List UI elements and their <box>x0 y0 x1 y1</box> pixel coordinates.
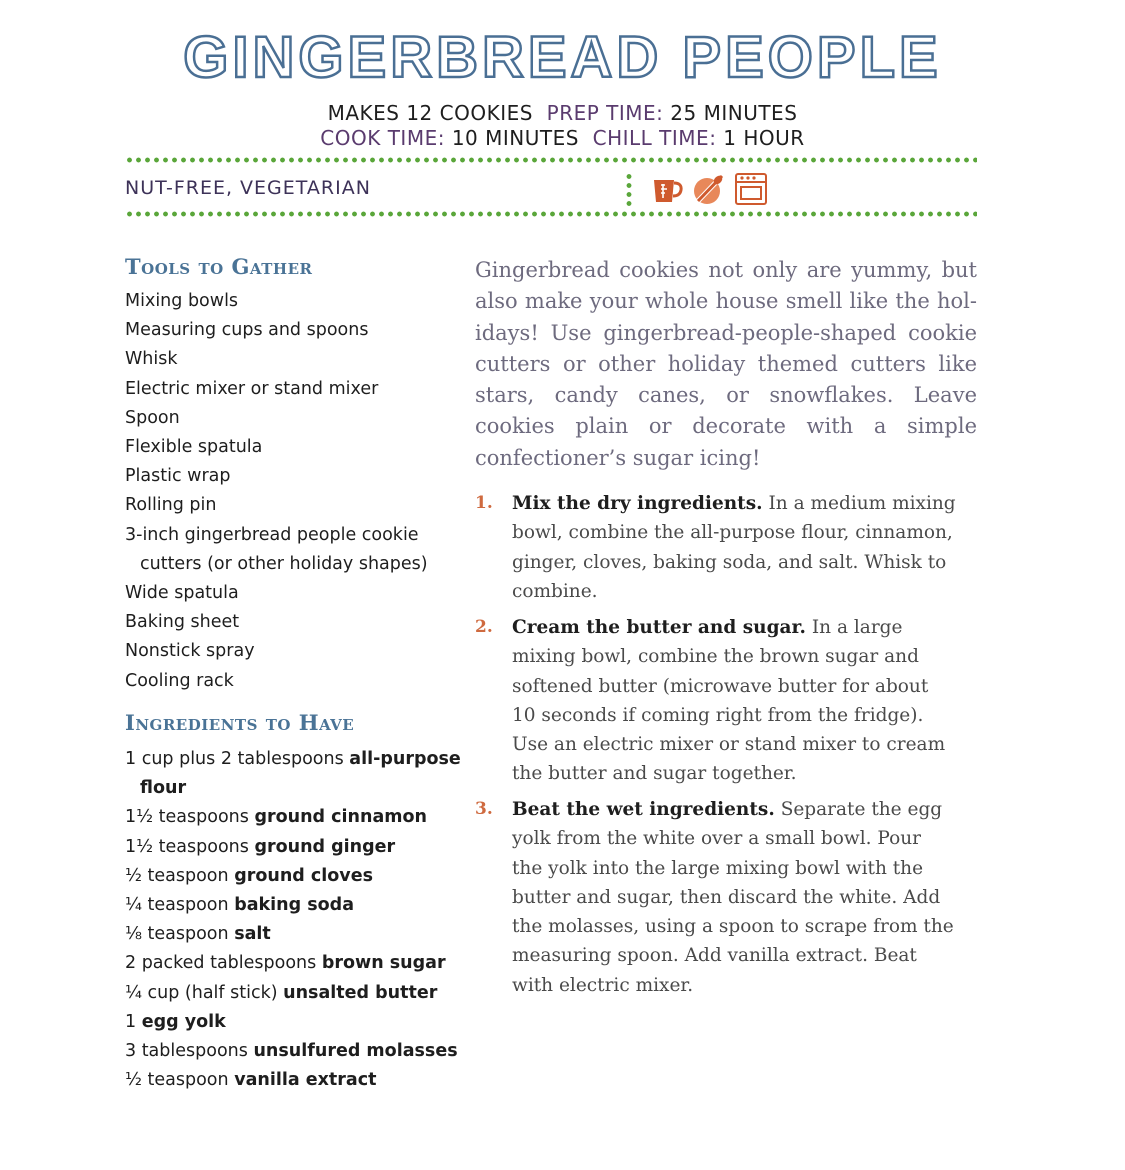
ingredient-name: unsulfured molasses <box>253 1041 458 1062</box>
ingredient-item <box>125 920 465 949</box>
ingredient-amount: 1½ teaspoons <box>125 807 249 828</box>
ingredient-item <box>125 862 465 891</box>
step-text <box>512 613 957 789</box>
ingredient-item <box>125 979 465 1008</box>
step-title: Beat the wet ingredients. <box>512 799 775 820</box>
tools-list <box>125 287 465 696</box>
step-body: Separate the egg yolk from the white over a small bowl. Pour the yolk into the large mixing bowl with the butter and sugar, then discard the white. Add the molasses, using a spoon to scrape from the measuring spoon. Add vanilla extract. Beat with electric mixer. <box>512 799 954 996</box>
tool-item: Flexible spatula <box>125 437 263 458</box>
ingredient-amount: 2 packed tablespoons <box>125 953 317 974</box>
ingredients-list <box>125 745 465 1095</box>
recipe-title: GINGERBREAD PEOPLE <box>183 25 942 90</box>
step-number: 2. <box>475 617 493 637</box>
step-number: 1. <box>475 493 493 513</box>
measuring-cup-icon <box>650 172 684 206</box>
ingredient-item <box>125 949 465 978</box>
tool-item: 3-inch gingerbread people cookie cutters (or other holiday shapes) <box>125 524 428 574</box>
ingredient-item <box>125 1037 465 1066</box>
recipe-meta-line-1 <box>0 100 1125 126</box>
ingredient-amount: ¼ cup (half stick) <box>125 982 278 1003</box>
cook-time-value: 10 MINUTES <box>451 126 579 150</box>
ingredient-amount: ⅛ teaspoon <box>125 924 229 945</box>
step-title: Cream the butter and sugar. <box>512 617 806 638</box>
ingredient-name: salt <box>234 924 271 945</box>
tool-item: Whisk <box>125 349 178 370</box>
oven-icon <box>734 172 768 206</box>
ingredient-item <box>125 1008 465 1037</box>
spoon-icon <box>692 172 726 206</box>
tool-item: Baking sheet <box>125 612 240 633</box>
tools-heading: Tools to Gather <box>125 254 313 279</box>
tool-item: Mixing bowls <box>125 291 239 311</box>
ingredient-amount: 3 tablespoons <box>125 1041 248 1062</box>
ingredient-name: vanilla extract <box>234 1070 377 1091</box>
chill-time-value: 1 HOUR <box>723 126 805 150</box>
tool-item: Rolling pin <box>125 495 217 516</box>
recipe-intro: Gingerbread cookies not only are yummy, but also make your whole house smell like the holidays! Use gingerbread-people-shaped cookie cutters or other holiday themed cutters like stars, candy canes, or snowflakes. Leave cookies plain or decorate with a simple confectioner’s sugar icing! <box>475 258 977 470</box>
ingredient-item <box>125 803 465 832</box>
ingredient-item <box>125 833 465 862</box>
dotted-divider-vertical <box>626 172 632 208</box>
ingredient-name: ground cloves <box>234 865 373 886</box>
step-text <box>512 795 957 1000</box>
cook-time-label: COOK TIME: <box>320 126 445 150</box>
tool-item: Cooling rack <box>125 670 234 691</box>
prep-time-label: PREP TIME: <box>546 101 664 125</box>
ingredient-amount: 1½ teaspoons <box>125 836 249 857</box>
ingredient-name: unsalted butter <box>283 982 438 1003</box>
ingredient-item <box>125 891 465 920</box>
tool-item: Wide spatula <box>125 583 239 604</box>
prep-time-value: 25 MINUTES <box>670 101 798 125</box>
ingredient-name: egg yolk <box>141 1011 226 1032</box>
ingredient-name: brown sugar <box>321 953 446 974</box>
recipe-meta-line-2 <box>0 125 1125 151</box>
ingredient-name: ground cinnamon <box>254 807 427 828</box>
ingredient-amount: 1 <box>125 1011 137 1032</box>
ingredient-amount: ¼ teaspoon <box>125 895 229 916</box>
ingredient-name: baking soda <box>234 895 355 916</box>
dotted-divider-bottom <box>125 211 977 217</box>
ingredient-item <box>125 745 465 803</box>
ingredient-item <box>125 1066 465 1095</box>
ingredient-amount: ½ teaspoon <box>125 1070 229 1091</box>
yield-text: MAKES 12 COOKIES <box>327 101 533 125</box>
ingredients-heading: Ingredients to Have <box>125 710 355 735</box>
dietary-tags: NUT-FREE, VEGETARIAN <box>125 177 371 199</box>
tool-item: Nonstick spray <box>125 641 255 662</box>
chill-time-label: CHILL TIME: <box>592 126 717 150</box>
tool-item: Plastic wrap <box>125 466 231 487</box>
step-title: Mix the dry ingredients. <box>512 493 763 514</box>
step-body: In a large mixing bowl, combine the brown sugar and softened butter (microwave butter for about 10 seconds if coming right from the fridge). Use an electric mixer or stand mixer to cream the butter and sugar together. <box>512 617 946 785</box>
ingredient-name: ground ginger <box>254 836 396 857</box>
tool-item: Electric mixer or stand mixer <box>125 378 379 399</box>
dotted-divider-top <box>125 157 977 163</box>
ingredient-amount: ½ teaspoon <box>125 865 229 886</box>
step-text <box>512 489 957 606</box>
tool-item: Spoon <box>125 407 180 428</box>
recipe-icons <box>650 172 768 208</box>
step-number: 3. <box>475 799 493 819</box>
ingredient-amount: 1 cup plus 2 tablespoons <box>125 749 344 769</box>
ingredient-name: all-purpose flour <box>140 749 461 799</box>
tool-item: Measuring cups and spoons <box>125 320 369 341</box>
step-body: In a medium mixing bowl, combine the all-purpose flour, cinnamon, ginger, cloves, baking soda, and salt. Whisk to combine. <box>512 493 956 602</box>
